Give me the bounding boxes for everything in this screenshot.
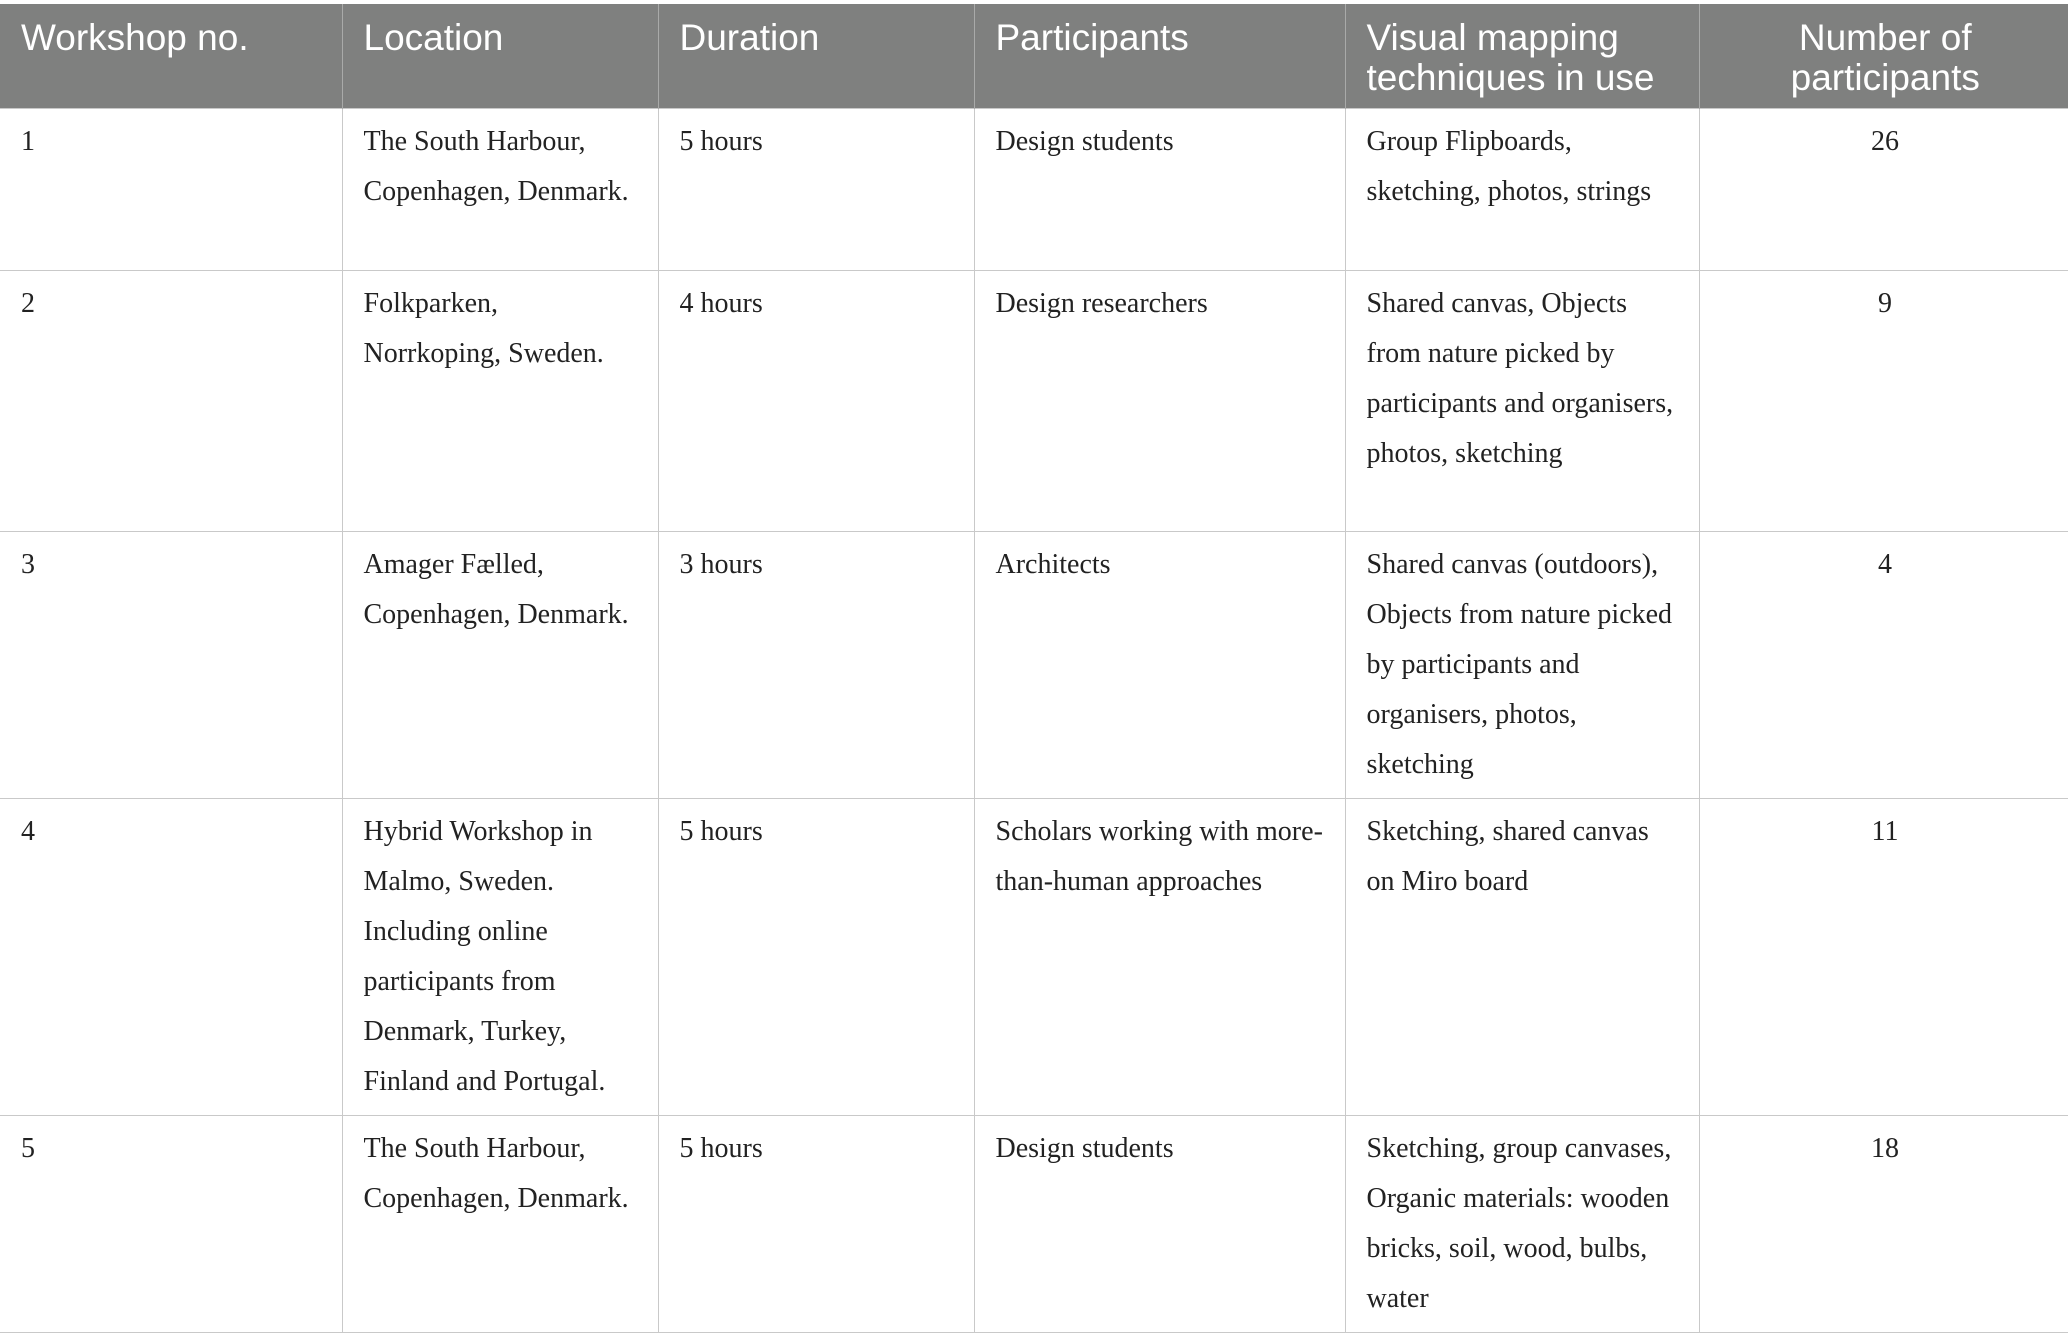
cell-duration: 5 hours xyxy=(658,1116,974,1333)
table-body xyxy=(0,109,2068,1333)
cell-location: Amager Fælled, Copenhagen, Denmark. xyxy=(342,532,658,799)
cell-location: The South Harbour, Copenhagen, Denmark. xyxy=(342,109,658,271)
cell-participants: Design students xyxy=(974,1116,1345,1333)
table-row xyxy=(0,799,2068,1116)
column-header-number-of-participants: Number of participants xyxy=(1699,4,2068,109)
cell-number-of-participants: 9 xyxy=(1699,271,2068,532)
cell-participants: Scholars working with more-than-human approaches xyxy=(974,799,1345,1116)
column-header-participants: Participants xyxy=(974,4,1345,109)
header-row xyxy=(0,4,2068,109)
cell-duration: 5 hours xyxy=(658,799,974,1116)
table-row xyxy=(0,532,2068,799)
cell-participants: Design researchers xyxy=(974,271,1345,532)
cell-workshop-no: 5 xyxy=(0,1116,342,1333)
table-header xyxy=(0,4,2068,109)
table-row xyxy=(0,271,2068,532)
workshop-table-container xyxy=(0,4,2068,1333)
cell-duration: 4 hours xyxy=(658,271,974,532)
column-header-techniques: Visual mapping techniques in use xyxy=(1345,4,1699,109)
cell-techniques: Group Flipboards, sketching, photos, strings xyxy=(1345,109,1699,271)
cell-techniques: Sketching, group canvases, Organic materials: wooden bricks, soil, wood, bulbs, water xyxy=(1345,1116,1699,1333)
cell-duration: 3 hours xyxy=(658,532,974,799)
workshop-table xyxy=(0,4,2068,1333)
column-header-workshop-no: Workshop no. xyxy=(0,4,342,109)
cell-location: Hybrid Workshop in Malmo, Sweden. Including online participants from Denmark, Turkey, Finland and Portugal. xyxy=(342,799,658,1116)
cell-workshop-no: 3 xyxy=(0,532,342,799)
cell-workshop-no: 1 xyxy=(0,109,342,271)
cell-location: Folkparken, Norrkoping, Sweden. xyxy=(342,271,658,532)
cell-location: The South Harbour, Copenhagen, Denmark. xyxy=(342,1116,658,1333)
cell-techniques: Shared canvas (outdoors), Objects from nature picked by participants and organisers, photos, sketching xyxy=(1345,532,1699,799)
cell-participants: Architects xyxy=(974,532,1345,799)
cell-workshop-no: 2 xyxy=(0,271,342,532)
cell-duration: 5 hours xyxy=(658,109,974,271)
cell-number-of-participants: 11 xyxy=(1699,799,2068,1116)
column-header-location: Location xyxy=(342,4,658,109)
cell-number-of-participants: 18 xyxy=(1699,1116,2068,1333)
table-row xyxy=(0,1116,2068,1333)
cell-number-of-participants: 4 xyxy=(1699,532,2068,799)
cell-participants: Design students xyxy=(974,109,1345,271)
cell-techniques: Sketching, shared canvas on Miro board xyxy=(1345,799,1699,1116)
table-row xyxy=(0,109,2068,271)
cell-number-of-participants: 26 xyxy=(1699,109,2068,271)
cell-techniques: Shared canvas, Objects from nature picked by participants and organisers, photos, sketching xyxy=(1345,271,1699,532)
cell-workshop-no: 4 xyxy=(0,799,342,1116)
column-header-duration: Duration xyxy=(658,4,974,109)
